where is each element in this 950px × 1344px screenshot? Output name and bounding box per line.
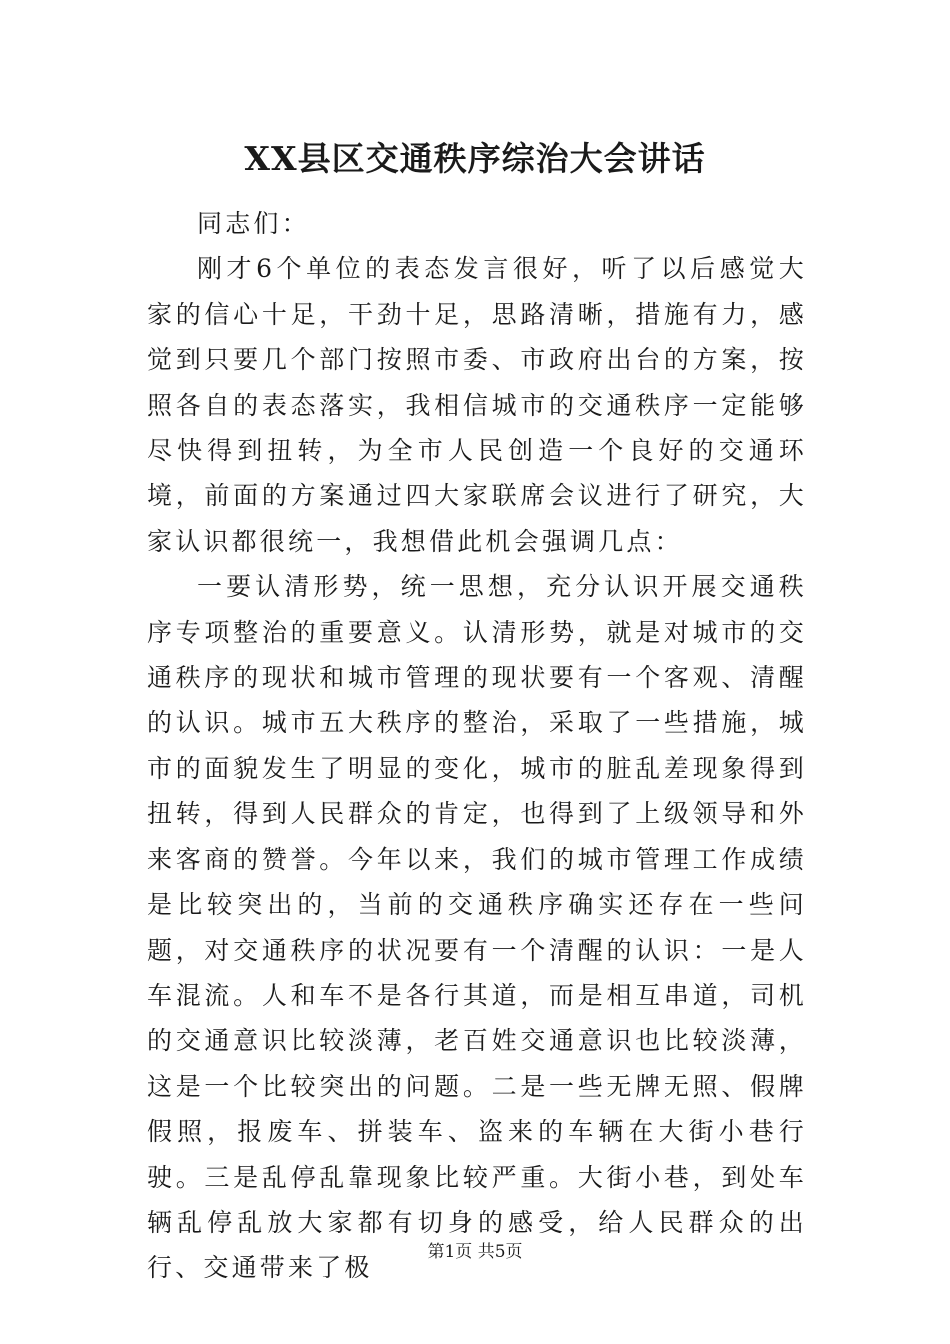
- salutation-paragraph: 同志们：: [197, 209, 310, 238]
- body-paragraph: 刚才6个单位的表态发言很好，听了以后感觉大家的信心十足，干劲十足，思路清晰，措施有力，感觉到只要几个部门按照市委、市政府出台的方案，按照各自的表态落实，我相信城市的交通秩序一定能够尽快得到扭转，为全市人民创造一个良好的交通环境，前面的方案通过四大家联席会议进行了研究，大家认识都很统一，我想借此机会强调几点：: [147, 254, 807, 556]
- document-title: XX县区交通秩序综治大会讲话: [244, 139, 706, 178]
- document-body: [147, 201, 807, 1291]
- page-footer: 第1页 共5页: [427, 1242, 523, 1262]
- body-paragraph: 一要认清形势，统一思想，充分认识开展交通秩序专项整治的重要意义。认清形势，就是对城市的交通秩序的现状和城市管理的现状要有一个客观、清醒的认识。城市五大秩序的整治，采取了一些措施，城市的面貌发生了明显的变化，城市的脏乱差现象得到扭转，得到人民群众的肯定，也得到了上级领导和外来客商的赞誉。今年以来，我们的城市管理工作成绩是比较突出的，当前的交通秩序确实还存在一些问题，对交通秩序的状况要有一个清醒的认识：一是人车混流。人和车不是各行其道，而是相互串道，司机的交通意识比较淡薄，老百姓交通意识也比较淡薄，这是一个比较突出的问题。二是一些无牌无照、假牌假照，报废车、拼装车、盗来的车辆在大街小巷行驶。三是乱停乱靠现象比较严重。大街小巷，到处车辆乱停乱放大家都有切身的感受，给人民群众的出行、交通带来了极: [147, 572, 807, 1283]
